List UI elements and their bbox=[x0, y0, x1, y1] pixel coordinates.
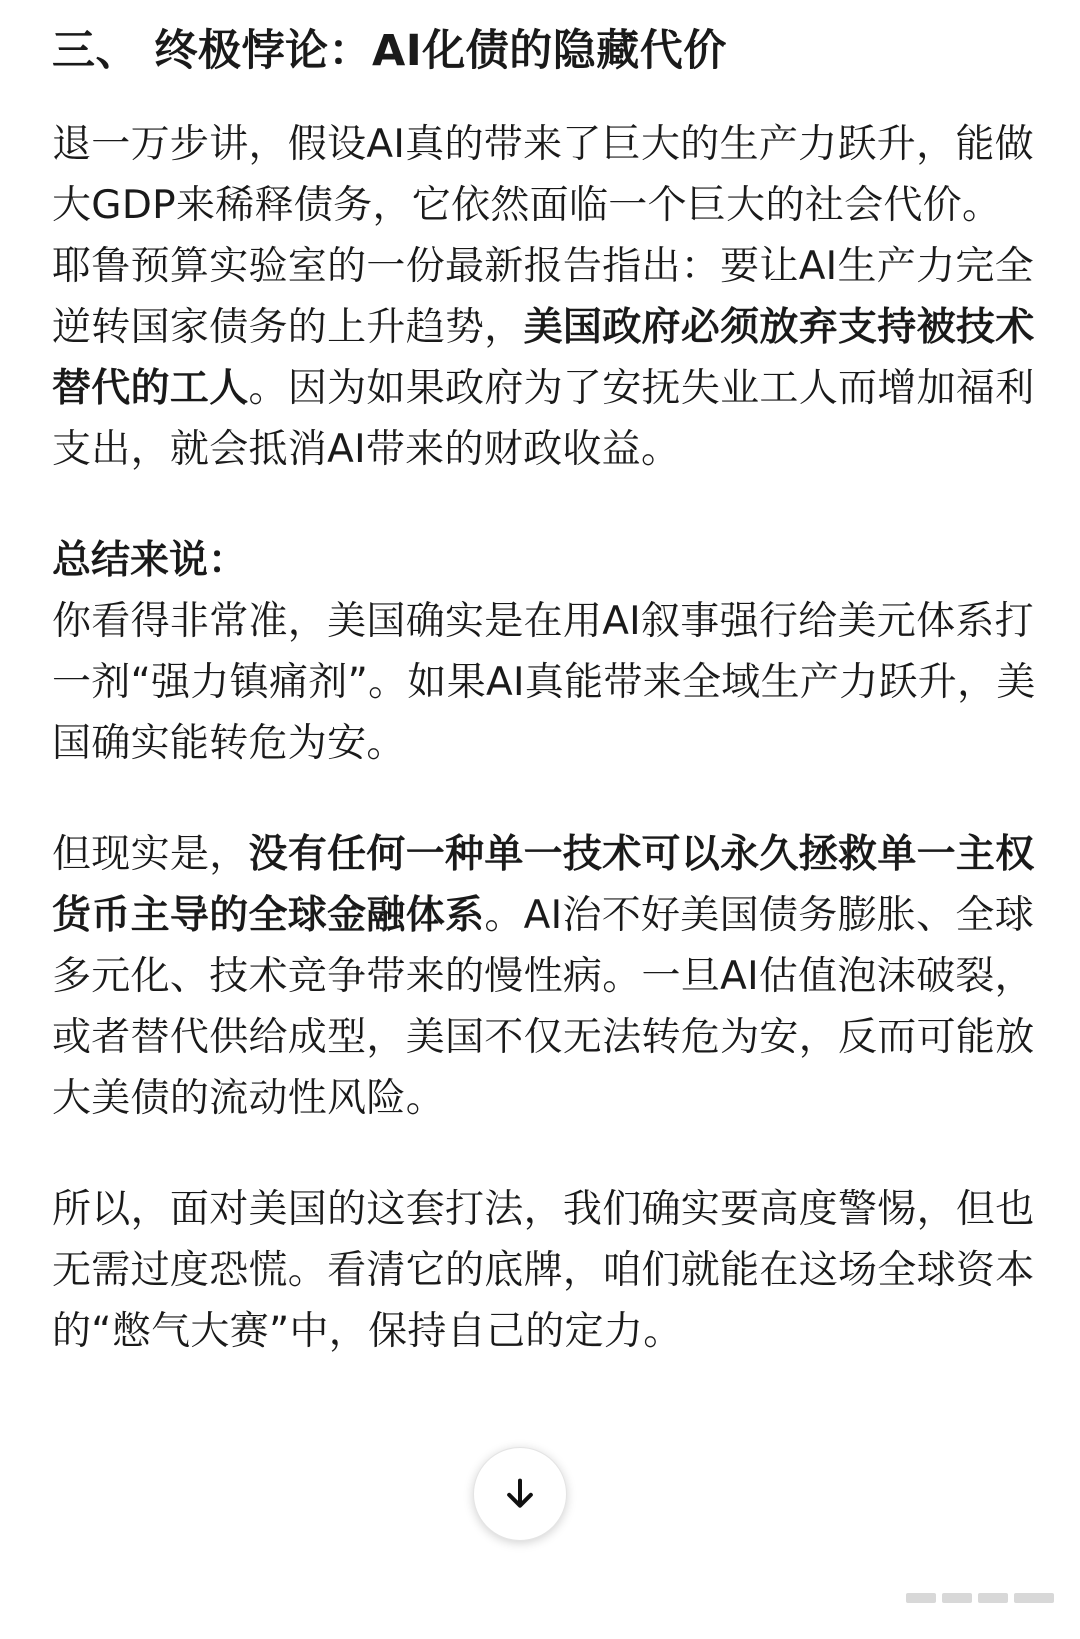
watermark-graphic bbox=[906, 1587, 1056, 1609]
paragraph-1: 退一万步讲，假设AI真的带来了巨大的生产力跃升，能做大GDP来稀释债务，它依然面临一个巨大的社会代价。 bbox=[52, 122, 1034, 228]
arrow-down-icon bbox=[500, 1474, 540, 1514]
paragraph-4 bbox=[52, 824, 1037, 1129]
paragraph-2-text-b: 。因为如果政府为了安抚失业工人而增加福利支出，就会抵消AI带来的财政收益。 bbox=[52, 366, 1035, 472]
paragraph-4-bold: 没有任何一种单一技术可以永久拯救单一主权货币主导的全球金融体系 bbox=[52, 832, 1035, 938]
summary-label: 总结来说： bbox=[52, 538, 248, 583]
paragraph-3: 你看得非常准，美国确实是在用AI叙事强行给美元体系打一剂“强力镇痛剂”。如果AI真能带来全域生产力跃升，美国确实能转危为安。 bbox=[52, 599, 1036, 766]
paragraph-4-text-a: 但现实是， bbox=[52, 832, 249, 877]
paragraph-2 bbox=[52, 236, 1037, 480]
paragraph-5: 所以，面对美国的这套打法，我们确实要高度警惕，但也无需过度恐慌。看清它的底牌，咱们就能在这场全球资本的“憋气大赛”中，保持自己的定力。 bbox=[52, 1187, 1035, 1354]
paragraph-2-bold: 美国政府必须放弃支持被技术替代的工人 bbox=[52, 305, 1035, 411]
paragraph-4-text-b: 。AI治不好美国债务膨胀、全球多元化、技术竞争带来的慢性病。一旦AI估值泡沫破裂，或者替代供给成型，美国不仅无法转危为安，反而可能放大美债的流动性风险。 bbox=[52, 893, 1035, 1121]
article-content bbox=[52, 20, 1037, 1362]
section-heading: 三、 终极悖论：AI化债的隐藏代价 bbox=[52, 26, 727, 76]
scroll-down-button[interactable] bbox=[473, 1447, 567, 1541]
paragraph-2-text-a: 耶鲁预算实验室的一份最新报告指出：要让AI生产力完全逆转国家债务的上升趋势， bbox=[52, 244, 1034, 350]
